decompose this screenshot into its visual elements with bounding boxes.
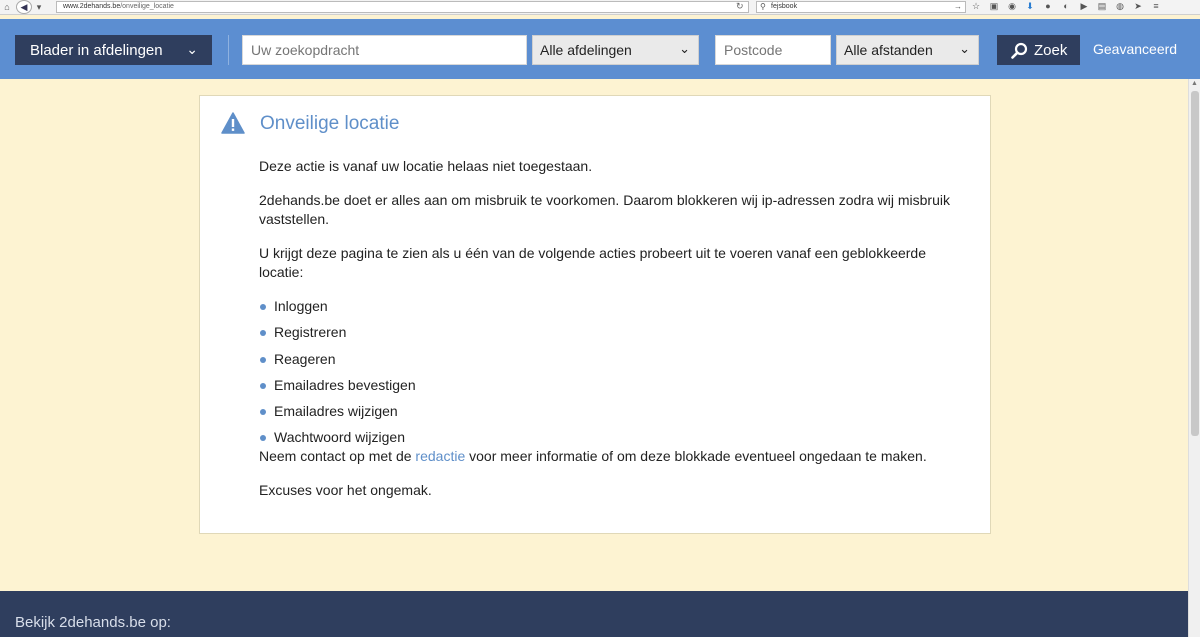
site-header [0,19,1200,79]
bullet-icon [260,383,266,389]
zoek-button[interactable] [997,35,1080,65]
search-input[interactable] [242,35,527,65]
bullet-icon [260,330,266,336]
bullet-icon [260,357,266,363]
warning-card [199,95,991,534]
afstanden-select[interactable] [836,35,979,65]
dropdown-history-icon[interactable]: ▾ [36,1,42,12]
web-search-field[interactable] [756,1,966,13]
youtube-icon[interactable]: ▶ [1080,1,1088,11]
cursor-icon[interactable]: ➤ [1134,1,1142,11]
header-divider [228,35,229,65]
bookmarks-icon[interactable]: ▣ [989,1,999,11]
chat-icon[interactable]: ● [1045,1,1051,11]
postcode-input[interactable] [715,35,831,65]
menu-icon[interactable]: ≡ [1153,1,1159,11]
search-icon [1011,42,1028,59]
addon-icon[interactable]: ▤ [1097,1,1107,11]
afdelingen-selected-value: Alle afdelingen [540,42,632,58]
list-item: Inloggen [259,297,969,323]
chevron-down-icon: ⌄ [186,41,198,57]
go-arrow-icon[interactable]: → [954,2,962,11]
list-item: Emailadres bevestigen [259,376,969,402]
chevron-down-icon: ⌄ [679,41,690,56]
site-footer [0,591,1188,637]
blader-in-afdelingen-button[interactable] [15,35,212,65]
geavanceerd-link[interactable]: Geavanceerd [1093,41,1178,57]
url-bar[interactable] [56,1,749,13]
bullet-icon [260,435,266,441]
web-search-value: fejsbook [771,3,798,10]
card-body [259,157,969,515]
home-icon[interactable]: ⌂ [4,2,10,12]
scrollbar-thumb[interactable] [1191,91,1199,436]
url-path: /onveilige_locatie [120,3,174,10]
back-button[interactable]: ◀ [16,0,32,14]
url-host: www.2dehands.be [63,3,121,10]
download-icon[interactable]: ⬇ [1026,1,1034,11]
list-item: Wachtwoord wijzigen [259,428,969,454]
misuse-paragraph: 2dehands.be doet er alles aan om misbruik te voorkomen. Daarom blokkeren wij ip-adressen zodra wij misbruik vaststellen. [259,192,950,227]
speech-icon[interactable]: ◐ [1063,1,1069,11]
search-icon: ⚲ [760,2,766,11]
actions-intro-paragraph: U krijgt deze pagina te zien als u één van de volgende acties probeert uit te voeren vanaf een geblokkeerde locatie: [259,245,926,280]
browser-toolbar [0,0,1200,15]
contact-paragraph: Neem contact op met de redactie voor meer informatie of om deze blokkade eventueel ongedaan te maken. [259,447,927,464]
list-item: Registreren [259,323,969,349]
intro-paragraph: Deze actie is vanaf uw locatie helaas niet toegestaan. [259,158,593,174]
apology-paragraph: Excuses voor het ongemak. [259,481,432,498]
reload-icon[interactable]: ↻ [736,1,744,11]
scroll-up-icon[interactable]: ▲ [1191,80,1198,87]
redactie-link[interactable]: redactie [415,447,466,464]
chevron-down-icon: ⌄ [959,41,970,56]
pocket-icon[interactable]: ◉ [1008,1,1016,11]
blocked-actions-list [259,297,969,455]
vertical-scrollbar[interactable] [1188,79,1200,637]
bookmark-star-icon[interactable]: ☆ [971,1,981,11]
list-item: Reageren [259,350,969,376]
footer-social-label: Bekijk 2dehands.be op: [15,614,171,631]
afstanden-selected-value: Alle afstanden [844,42,933,58]
warning-icon [221,112,245,134]
blader-label: Blader in afdelingen [30,41,163,59]
bullet-icon [260,409,266,415]
profile-icon[interactable]: ◍ [1116,1,1124,11]
toolbar-icons [970,1,1162,12]
afdelingen-select[interactable] [532,35,699,65]
page-title: Onveilige locatie [260,113,400,134]
list-item: Emailadres wijzigen [259,402,969,428]
zoek-label: Zoek [1034,41,1068,59]
bullet-icon [260,304,266,310]
